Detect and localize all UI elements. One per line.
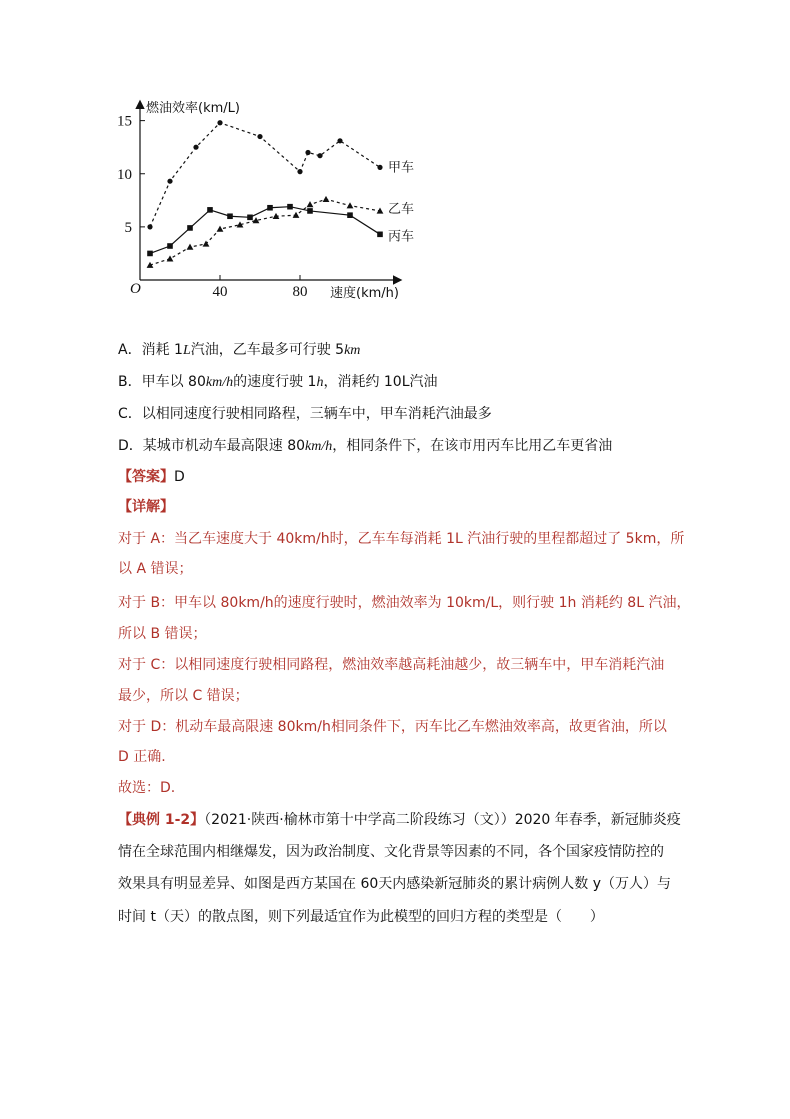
- explanation-line: 对于 D：机动车最高限速 80km/h相同条件下，丙车比乙车燃油效率高，故更省油，所以: [118, 719, 667, 735]
- detail-heading: 【详解】: [118, 499, 174, 515]
- data-point-square: [187, 225, 193, 231]
- option-d: D．某城市机动车最高限速 80km/h，相同条件下，在该市用丙车比用乙车更省油: [118, 438, 613, 454]
- x-tick-label: 80: [292, 284, 308, 300]
- data-point-square: [267, 205, 273, 211]
- data-point-square: [207, 207, 213, 213]
- explanation-line: 最少，所以 C 错误；: [118, 688, 249, 704]
- data-point-circle: [147, 224, 152, 229]
- option-c: C．以相同速度行驶相同路程，三辆车中，甲车消耗汽油最多: [118, 406, 492, 422]
- data-point-circle: [167, 179, 172, 184]
- option-a: A．消耗 1L汽油，乙车最多可行驶 5km: [118, 342, 361, 358]
- explanation-line: 对于 A：当乙车速度大于 40km/h时，乙车车每消耗 1L 汽油行驶的里程都超过了 5km，所: [118, 531, 685, 547]
- data-point-square: [287, 204, 293, 210]
- data-point-circle: [193, 145, 198, 150]
- data-point-square: [247, 215, 253, 221]
- answer-line: [118, 467, 185, 487]
- data-point-triangle: [307, 201, 314, 207]
- answer-label: 【答案】: [118, 469, 174, 485]
- data-point-triangle: [323, 196, 330, 202]
- data-point-triangle: [203, 240, 210, 246]
- example-line-2: 情在全球范围内相继爆发，因为政治制度、文化背景等因素的不同，各个国家疫情防控的: [118, 844, 664, 860]
- data-point-circle: [305, 150, 310, 155]
- data-point-square: [377, 232, 383, 238]
- explanation-line: 以 A 错误；: [118, 561, 193, 577]
- answer-value: D: [174, 469, 185, 485]
- series-label: 丙车: [388, 229, 415, 245]
- example-line-4: 时间 t（天）的散点图，则下列最适宜作为此模型的回归方程的类型是（ ）: [118, 909, 604, 925]
- data-point-circle: [317, 153, 322, 158]
- explanation-line: 对于 B：甲车以 80km/h的速度行驶时，燃油效率为 10km/L，则行驶 1h 消耗约 8L 汽油，: [118, 595, 691, 611]
- data-point-square: [347, 212, 353, 218]
- explanation-line: 对于 C：以相同速度行驶相同路程，燃油效率越高耗油越少，故三辆车中，甲车消耗汽油: [118, 657, 665, 673]
- series-label: 乙车: [388, 201, 415, 217]
- series-label: 甲车: [388, 160, 415, 176]
- data-point-triangle: [187, 244, 194, 250]
- series-line-0: [150, 123, 380, 227]
- data-point-square: [227, 213, 233, 219]
- x-axis-label: 速度(km/h): [330, 286, 399, 301]
- data-point-square: [167, 243, 173, 249]
- fuel-efficiency-chart: [110, 90, 420, 310]
- data-point-circle: [217, 120, 222, 125]
- data-point-circle: [297, 169, 302, 174]
- data-point-square: [147, 251, 153, 257]
- origin-label: O: [130, 281, 141, 297]
- x-tick-label: 40: [212, 284, 228, 300]
- data-point-square: [307, 208, 313, 214]
- data-point-triangle: [377, 208, 384, 214]
- data-point-circle: [257, 134, 262, 139]
- option-b: B．甲车以 80km/h的速度行驶 1h，消耗约 10L汽油: [118, 374, 438, 390]
- example-line-1: 【典例 1-2】（2021·陕西·榆林市第十中学高二阶段练习（文））2020 年春季，新冠肺炎疫: [118, 812, 681, 828]
- explanation-line: D 正确.: [118, 749, 166, 765]
- y-axis-label: 燃油效率(km/L): [146, 101, 240, 116]
- data-point-circle: [377, 165, 382, 170]
- conclusion: 故选：D.: [118, 780, 176, 796]
- data-point-triangle: [217, 226, 224, 232]
- y-tick-label: 15: [117, 113, 132, 130]
- data-point-triangle: [347, 202, 354, 208]
- data-point-triangle: [167, 255, 174, 261]
- y-tick-label: 5: [124, 219, 132, 236]
- data-point-circle: [337, 138, 342, 143]
- y-tick-label: 10: [117, 166, 132, 183]
- series-line-2: [150, 207, 380, 254]
- example-label: 【典例 1-2】: [118, 812, 205, 828]
- explanation-line: 所以 B 错误；: [118, 626, 207, 642]
- example-line-3: 效果具有明显差异、如图是西方某国在 60天内感染新冠肺炎的累计病例人数 y（万人）与: [118, 876, 671, 892]
